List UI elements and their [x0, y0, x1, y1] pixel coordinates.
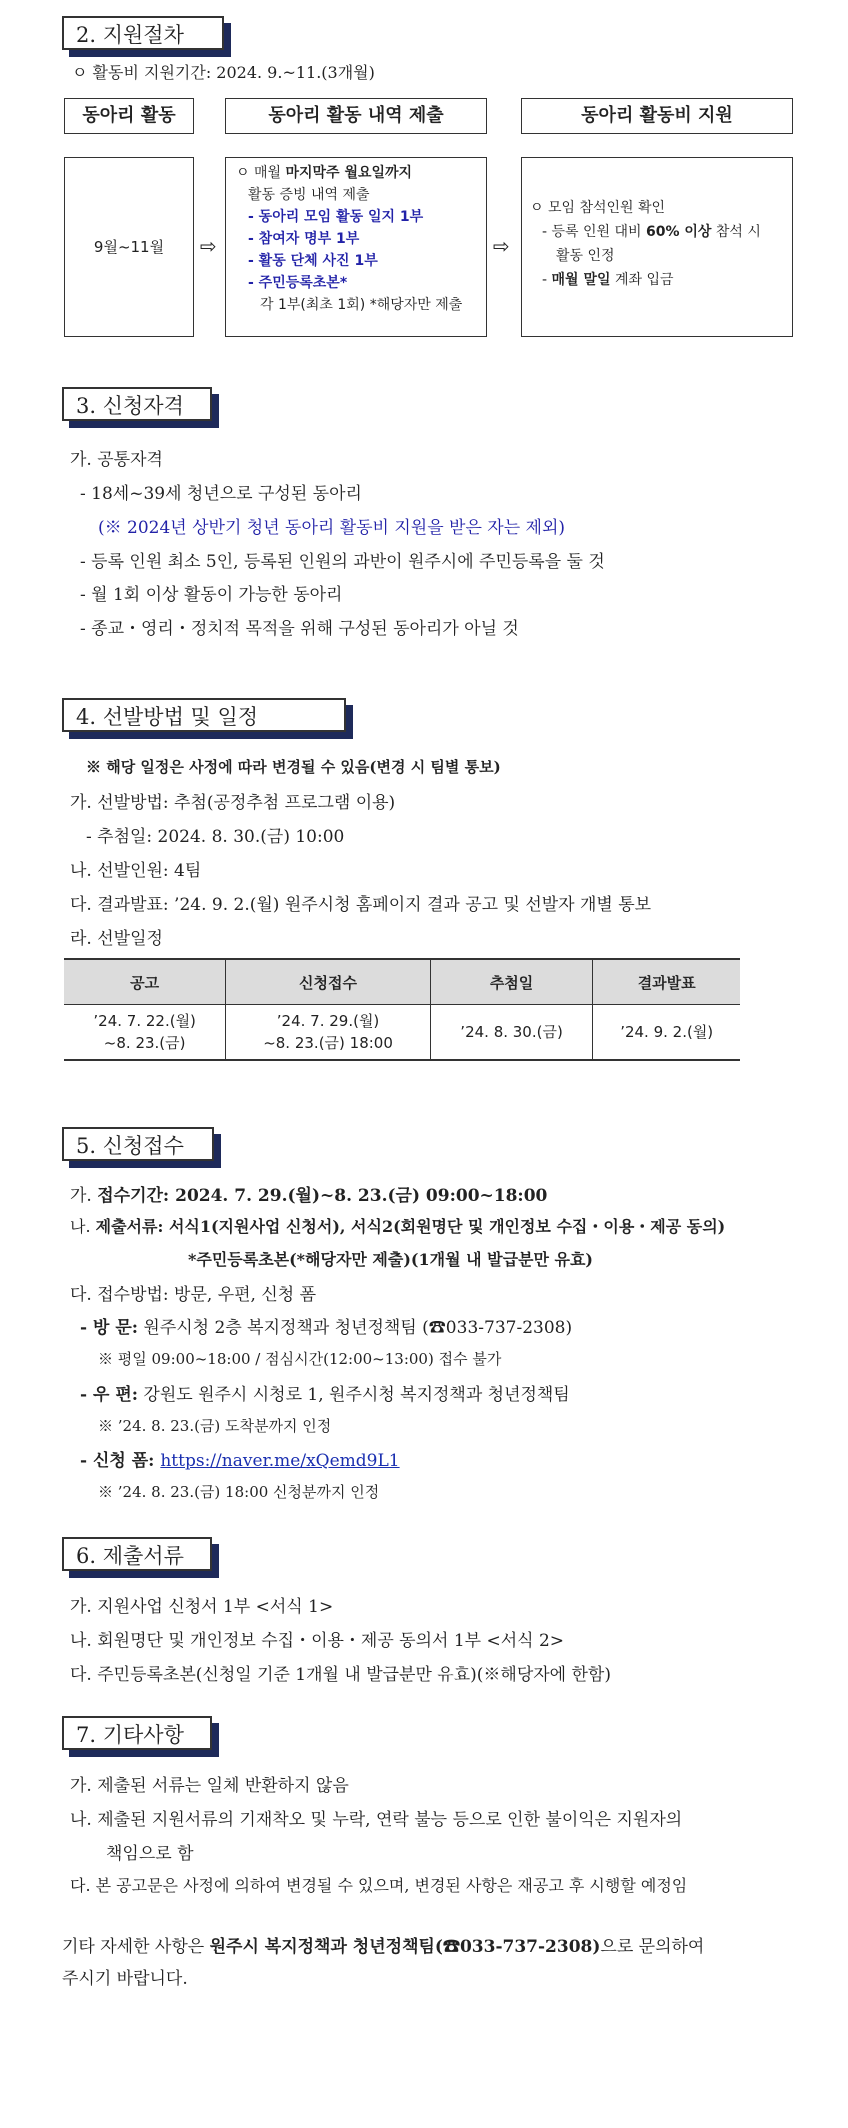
cell-result: ’24. 9. 2.(월) [593, 1005, 740, 1061]
table-row [64, 1005, 740, 1061]
section-title-selection: 4. 선발방법 및 일정 [62, 698, 346, 732]
eligibility-purpose: - 종교・영리・정치적 목적을 위해 구성된 동아리가 아닐 것 [80, 619, 519, 639]
eligibility-age: - 18세~39세 청년으로 구성된 동아리 [80, 484, 362, 504]
flow-box-funding [521, 157, 793, 337]
selection-method: 가. 선발방법: 추첨(공정추첨 프로그램 이용) [70, 793, 396, 813]
submission-item-roster: - 참여자 명부 1부 [248, 231, 360, 247]
selection-schedule-label: 라. 선발일정 [70, 929, 163, 949]
submission-desc: 활동 증빙 내역 제출 [248, 187, 370, 203]
section-title-procedure: 2. 지원절차 [62, 16, 224, 50]
schedule-table [64, 958, 740, 1061]
application-methods: 다. 접수방법: 방문, 우편, 신청 폼 [70, 1285, 317, 1305]
cell-draw: ’24. 8. 30.(금) [430, 1005, 593, 1061]
funding-payment: - 매월 말일 계좌 입금 [542, 272, 674, 288]
flow-box-activity-period [64, 157, 194, 337]
application-form-link[interactable]: https://naver.me/xQemd9L1 [160, 1451, 400, 1471]
cell-notice: ’24. 7. 22.(월) ~8. 23.(금) [64, 1005, 226, 1061]
application-documents: 나. 제출서류: 서식1(지원사업 신청서), 서식2(회원명단 및 개인정보 수집・이용・제공 동의) [70, 1217, 726, 1236]
submission-item-photo: - 활동 단체 사진 1부 [248, 253, 378, 269]
draw-date: - 추첨일: 2024. 8. 30.(금) 10:00 [86, 827, 345, 847]
flow-header-funding: 동아리 활동비 지원 [521, 98, 793, 134]
eligibility-frequency: - 월 1회 이상 활동이 가능한 동아리 [80, 585, 343, 605]
flow-header-submission: 동아리 활동 내역 제출 [225, 98, 487, 134]
col-header-notice: 공고 [64, 959, 226, 1005]
submission-item-resident: - 주민등록초본* [248, 275, 348, 291]
section-title-other: 7. 기타사항 [62, 1716, 212, 1750]
application-period: 가. 접수기간: 2024. 7. 29.(월)~8. 23.(금) 09:00~18:00 [70, 1186, 548, 1206]
other-changes: 다. 본 공고문은 사정에 의하여 변경될 수 있으며, 변경된 사항은 재공고 후 시행할 예정임 [70, 1876, 688, 1895]
funding-criteria: - 등록 인원 대비 60% 이상 참석 시 [542, 224, 761, 240]
form-deadline-note: ※ ’24. 8. 23.(금) 18:00 신청분까지 인정 [98, 1483, 380, 1501]
visit-hours-note: ※ 평일 09:00~18:00 / 점심시간(12:00~13:00) 접수 불가 [98, 1350, 502, 1368]
method-visit: - 방 문: 원주시청 2층 복지정책과 청년정책팀 (☎033-737-2308) [80, 1318, 573, 1338]
section-title-documents: 6. 제출서류 [62, 1537, 212, 1571]
other-no-return: 가. 제출된 서류는 일체 반환하지 않음 [70, 1776, 349, 1796]
method-mail: - 우 편: 강원도 원주시 시청로 1, 원주시청 복지정책과 청년정책팀 [80, 1385, 570, 1405]
submission-deadline: ㅇ 매월 마지막주 월요일까지 [236, 165, 413, 181]
col-header-result: 결과발표 [593, 959, 740, 1005]
flow-header-activity: 동아리 활동 [64, 98, 194, 134]
method-form: - 신청 폼: https://naver.me/xQemd9L1 [80, 1451, 400, 1471]
cell-application: ’24. 7. 29.(월) ~8. 23.(금) 18:00 [226, 1005, 430, 1061]
submission-note: 각 1부(최초 1회) *해당자만 제출 [260, 297, 463, 313]
document-resident-record: 다. 주민등록초본(신청일 기준 1개월 내 발급분만 유효)(※해당자에 한함) [70, 1665, 611, 1685]
col-header-application: 신청접수 [226, 959, 430, 1005]
eligibility-exclusion: (※ 2024년 상반기 청년 동아리 활동비 지원을 받은 자는 제외) [98, 518, 566, 538]
result-announcement: 다. 결과발표: ’24. 9. 2.(월) 원주시청 홈페이지 결과 공고 및 선발자 개별 통보 [70, 895, 652, 915]
section-title-eligibility: 3. 신청자격 [62, 387, 212, 421]
eligibility-members: - 등록 인원 최소 5인, 등록된 인원의 과반이 원주시에 주민등록을 둘 것 [80, 552, 605, 572]
selection-count: 나. 선발인원: 4팀 [70, 861, 202, 881]
eligibility-common: 가. 공통자격 [70, 450, 163, 470]
flow-box-submission [225, 157, 487, 337]
application-documents-extra: *주민등록초본(*해당자만 제출)(1개월 내 발급분만 유효) [188, 1250, 594, 1269]
contact-info-cont: 주시기 바랍니다. [62, 1969, 188, 1989]
section-title-application: 5. 신청접수 [62, 1127, 214, 1161]
arrow-right-icon: ⇨ [200, 234, 217, 258]
contact-info: 기타 자세한 사항은 원주시 복지정책과 청년정책팀(☎033-737-2308)으로 문의하여 [62, 1937, 705, 1957]
document-application-form: 가. 지원사업 신청서 1부 <서식 1> [70, 1597, 334, 1617]
document-consent-form: 나. 회원명단 및 개인정보 수집・이용・제공 동의서 1부 <서식 2> [70, 1631, 565, 1651]
support-period: ㅇ 활동비 지원기간: 2024. 9.~11.(3개월) [72, 63, 375, 82]
funding-criteria-cont: 활동 인정 [556, 248, 615, 264]
schedule-table-header [64, 959, 740, 1005]
activity-months: 9월~11월 [93, 238, 165, 256]
funding-attendance: ㅇ 모임 참석인원 확인 [530, 200, 666, 216]
other-responsibility-cont: 책임으로 함 [106, 1844, 194, 1864]
mail-deadline-note: ※ ’24. 8. 23.(금) 도착분까지 인정 [98, 1417, 332, 1435]
submission-item-log: - 동아리 모임 활동 일지 1부 [248, 209, 424, 225]
arrow-right-icon: ⇨ [493, 234, 510, 258]
col-header-draw: 추첨일 [430, 959, 593, 1005]
schedule-change-note: ※ 해당 일정은 사정에 따라 변경될 수 있음(변경 시 팀별 통보) [86, 758, 501, 776]
other-responsibility: 나. 제출된 지원서류의 기재착오 및 누락, 연락 불능 등으로 인한 불이익은 지원자의 [70, 1810, 683, 1830]
